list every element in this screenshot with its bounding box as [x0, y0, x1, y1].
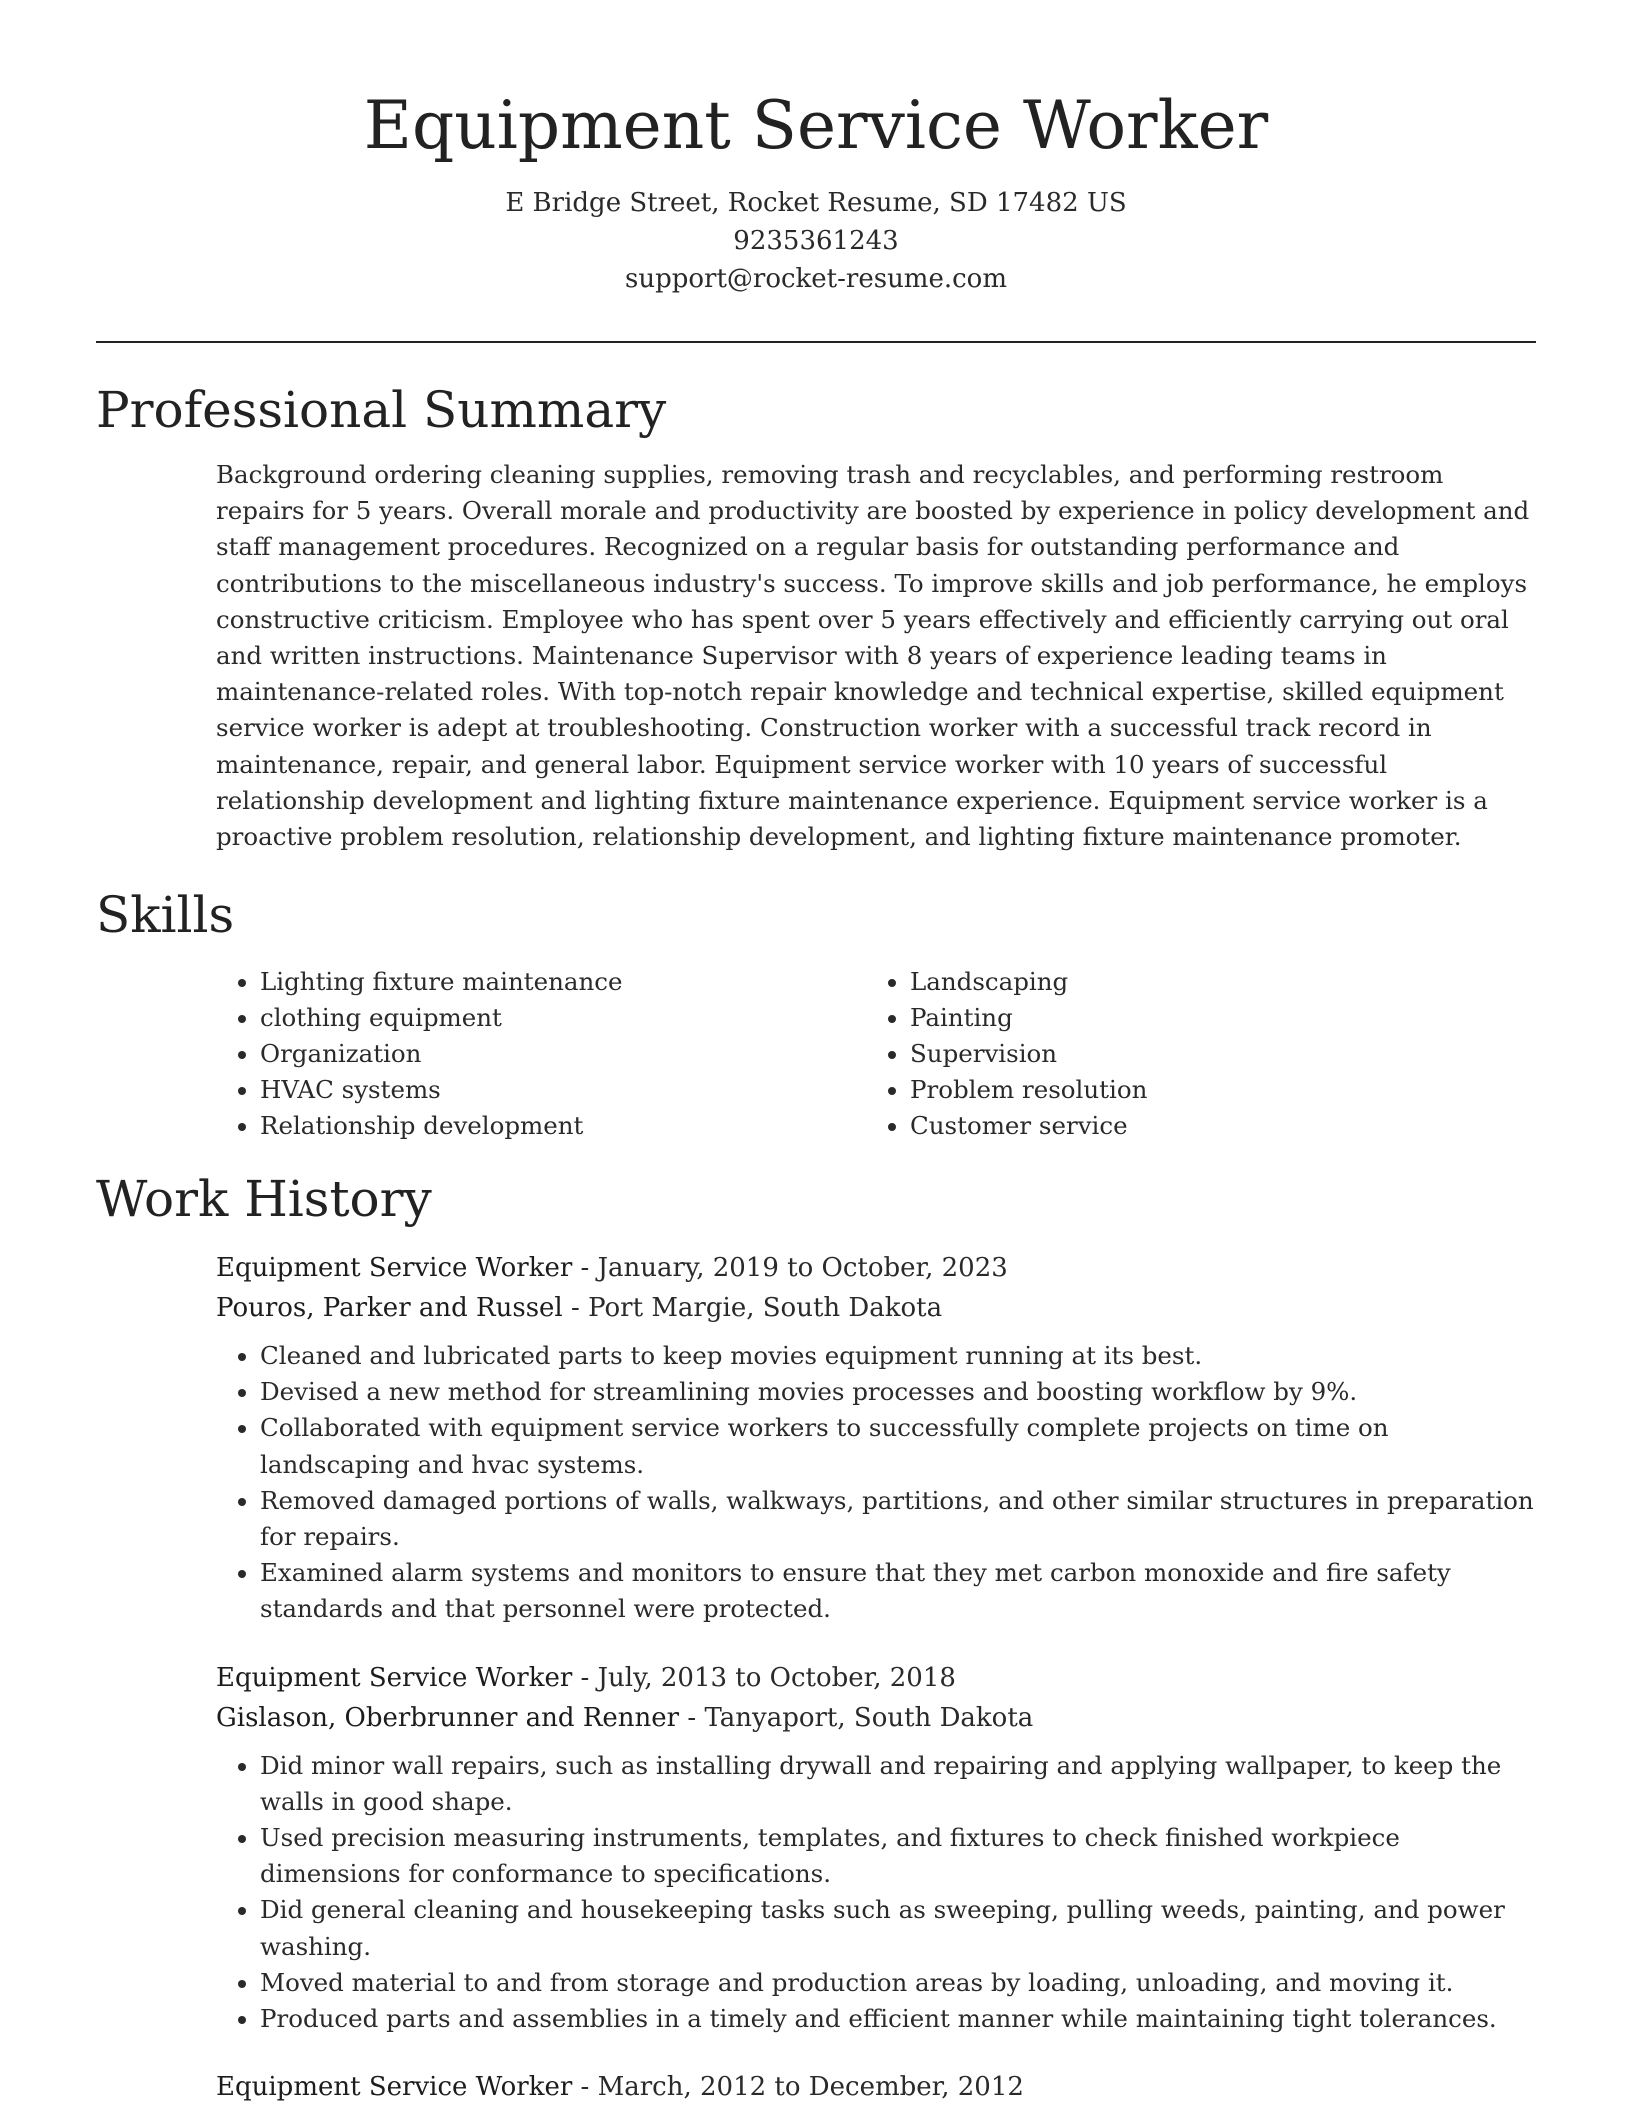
job-bullet: • Removed damaged portions of walls, walkways, partitions, and other similar structures in preparation for repairs.: [260, 1483, 1536, 1555]
contact-email: support@rocket-resume.com: [624, 264, 1007, 294]
job-separator: -: [580, 1662, 598, 1693]
job-dates: July, 2013 to October, 2018: [597, 1662, 956, 1693]
candidate-name: Equipment Service Worker: [363, 87, 1269, 164]
job-company-line: [216, 1698, 1536, 1738]
job-bullet: • Did general cleaning and housekeeping tasks such as sweeping, pulling weeds, painting, and power washing.: [260, 1892, 1536, 1964]
job-bullet: • Produced parts and assemblies in a timely and efficient manner while maintaining tight tolerances.: [260, 2001, 1536, 2037]
work-history-section: [96, 1168, 1536, 2107]
contact-info: [0, 184, 1632, 298]
job-company-line: [216, 1288, 1536, 1328]
job-dates: March, 2012 to December, 2012: [597, 2072, 1024, 2103]
skill-item: • Supervision: [910, 1036, 1516, 1072]
job-title-line: [216, 1658, 1536, 1698]
work-history-title: Work History: [96, 1170, 432, 1228]
job-bullets: [216, 1338, 1536, 1628]
job-entry: [216, 1658, 1536, 2038]
contact-address: E Bridge Street, Rocket Resume, SD 17482 US: [505, 188, 1127, 218]
skill-item: • Organization: [260, 1036, 866, 1072]
skill-item: • Problem resolution: [910, 1072, 1516, 1108]
job-bullet: • Used precision measuring instruments, templates, and fixtures to check finished workpiece dimensions for conformance to specifications.: [260, 1820, 1536, 1892]
skill-item: • Landscaping: [910, 964, 1516, 1000]
job-bullet: • Did minor wall repairs, such as installing drywall and repairing and applying wallpaper, to keep the walls in good shape.: [260, 1748, 1536, 1820]
job-dates: January, 2019 to October, 2023: [597, 1253, 1008, 1283]
job-bullets: [216, 1748, 1536, 2038]
job-separator: -: [687, 1702, 705, 1733]
job-entry: [216, 1248, 1536, 1628]
skills-column-right: [866, 964, 1516, 1144]
job-role: Equipment Service Worker: [216, 2072, 573, 2103]
job-separator: -: [580, 2072, 598, 2103]
skills-section: [96, 884, 1536, 1144]
summary-text: Background ordering cleaning supplies, removing trash and recyclables, and performing restroom repairs for 5 years. Overall morale and productivity are boosted by experience in policy development and staff management procedures. Recognized on a regular basis for outstanding performance and contributions to the miscellaneous industry's success. To improve skills and job performance, he employs constructive criticism. Employee who has spent over 5 years effectively and efficiently carrying out oral and written instructions. Maintenance Supervisor with 8 years of experience leading teams in maintenance-related roles. With top-notch repair knowledge and technical expertise, skilled equipment service worker is adept at troubleshooting. Construction worker with a successful track record in maintenance, repair, and general labor. Equipment service worker with 10 years of successful relationship development and lighting fixture maintenance experience. Equipment service worker is a proactive problem resolution, relationship development, and lighting fixture maintenance promoter.: [216, 460, 1530, 852]
job-company: Gislason, Oberbrunner and Renner: [216, 1702, 680, 1733]
summary-section: [96, 379, 1536, 855]
skill-item: • HVAC systems: [260, 1072, 866, 1108]
job-separator: -: [571, 1293, 589, 1323]
job-separator: -: [580, 1253, 598, 1283]
job-title-line: [216, 2067, 1536, 2107]
job-location: Tanyaport, South Dakota: [704, 1702, 1034, 1733]
job-bullet: • Collaborated with equipment service workers to successfully complete projects on time on landscaping and hvac systems.: [260, 1410, 1536, 1482]
skill-item: • Customer service: [910, 1108, 1516, 1144]
skill-item: • clothing equipment: [260, 1000, 866, 1036]
job-bullet: • Examined alarm systems and monitors to ensure that they met carbon monoxide and fire safety standards and that personnel were protected.: [260, 1555, 1536, 1627]
skills-title: Skills: [96, 886, 235, 944]
job-title-line: [216, 1248, 1536, 1288]
skills-list: [216, 964, 1536, 1144]
contact-phone: 9235361243: [733, 226, 899, 256]
skills-column-left: [216, 964, 866, 1144]
job-bullet: • Cleaned and lubricated parts to keep movies equipment running at its best.: [260, 1338, 1536, 1374]
job-location: Port Margie, South Dakota: [588, 1293, 943, 1323]
job-entry: [216, 2067, 1536, 2107]
resume-header: [0, 0, 1632, 298]
skill-item: • Lighting fixture maintenance: [260, 964, 866, 1000]
job-bullet: • Moved material to and from storage and production areas by loading, unloading, and moving it.: [260, 1965, 1536, 2001]
skill-item: • Painting: [910, 1000, 1516, 1036]
job-role: Equipment Service Worker: [216, 1662, 573, 1693]
job-role: Equipment Service Worker: [216, 1253, 573, 1283]
header-divider: [96, 341, 1536, 343]
summary-title: Professional Summary: [96, 381, 667, 439]
skill-item: • Relationship development: [260, 1108, 866, 1144]
job-company: Pouros, Parker and Russel: [216, 1293, 563, 1323]
job-bullet: • Devised a new method for streamlining movies processes and boosting workflow by 9%.: [260, 1374, 1536, 1410]
